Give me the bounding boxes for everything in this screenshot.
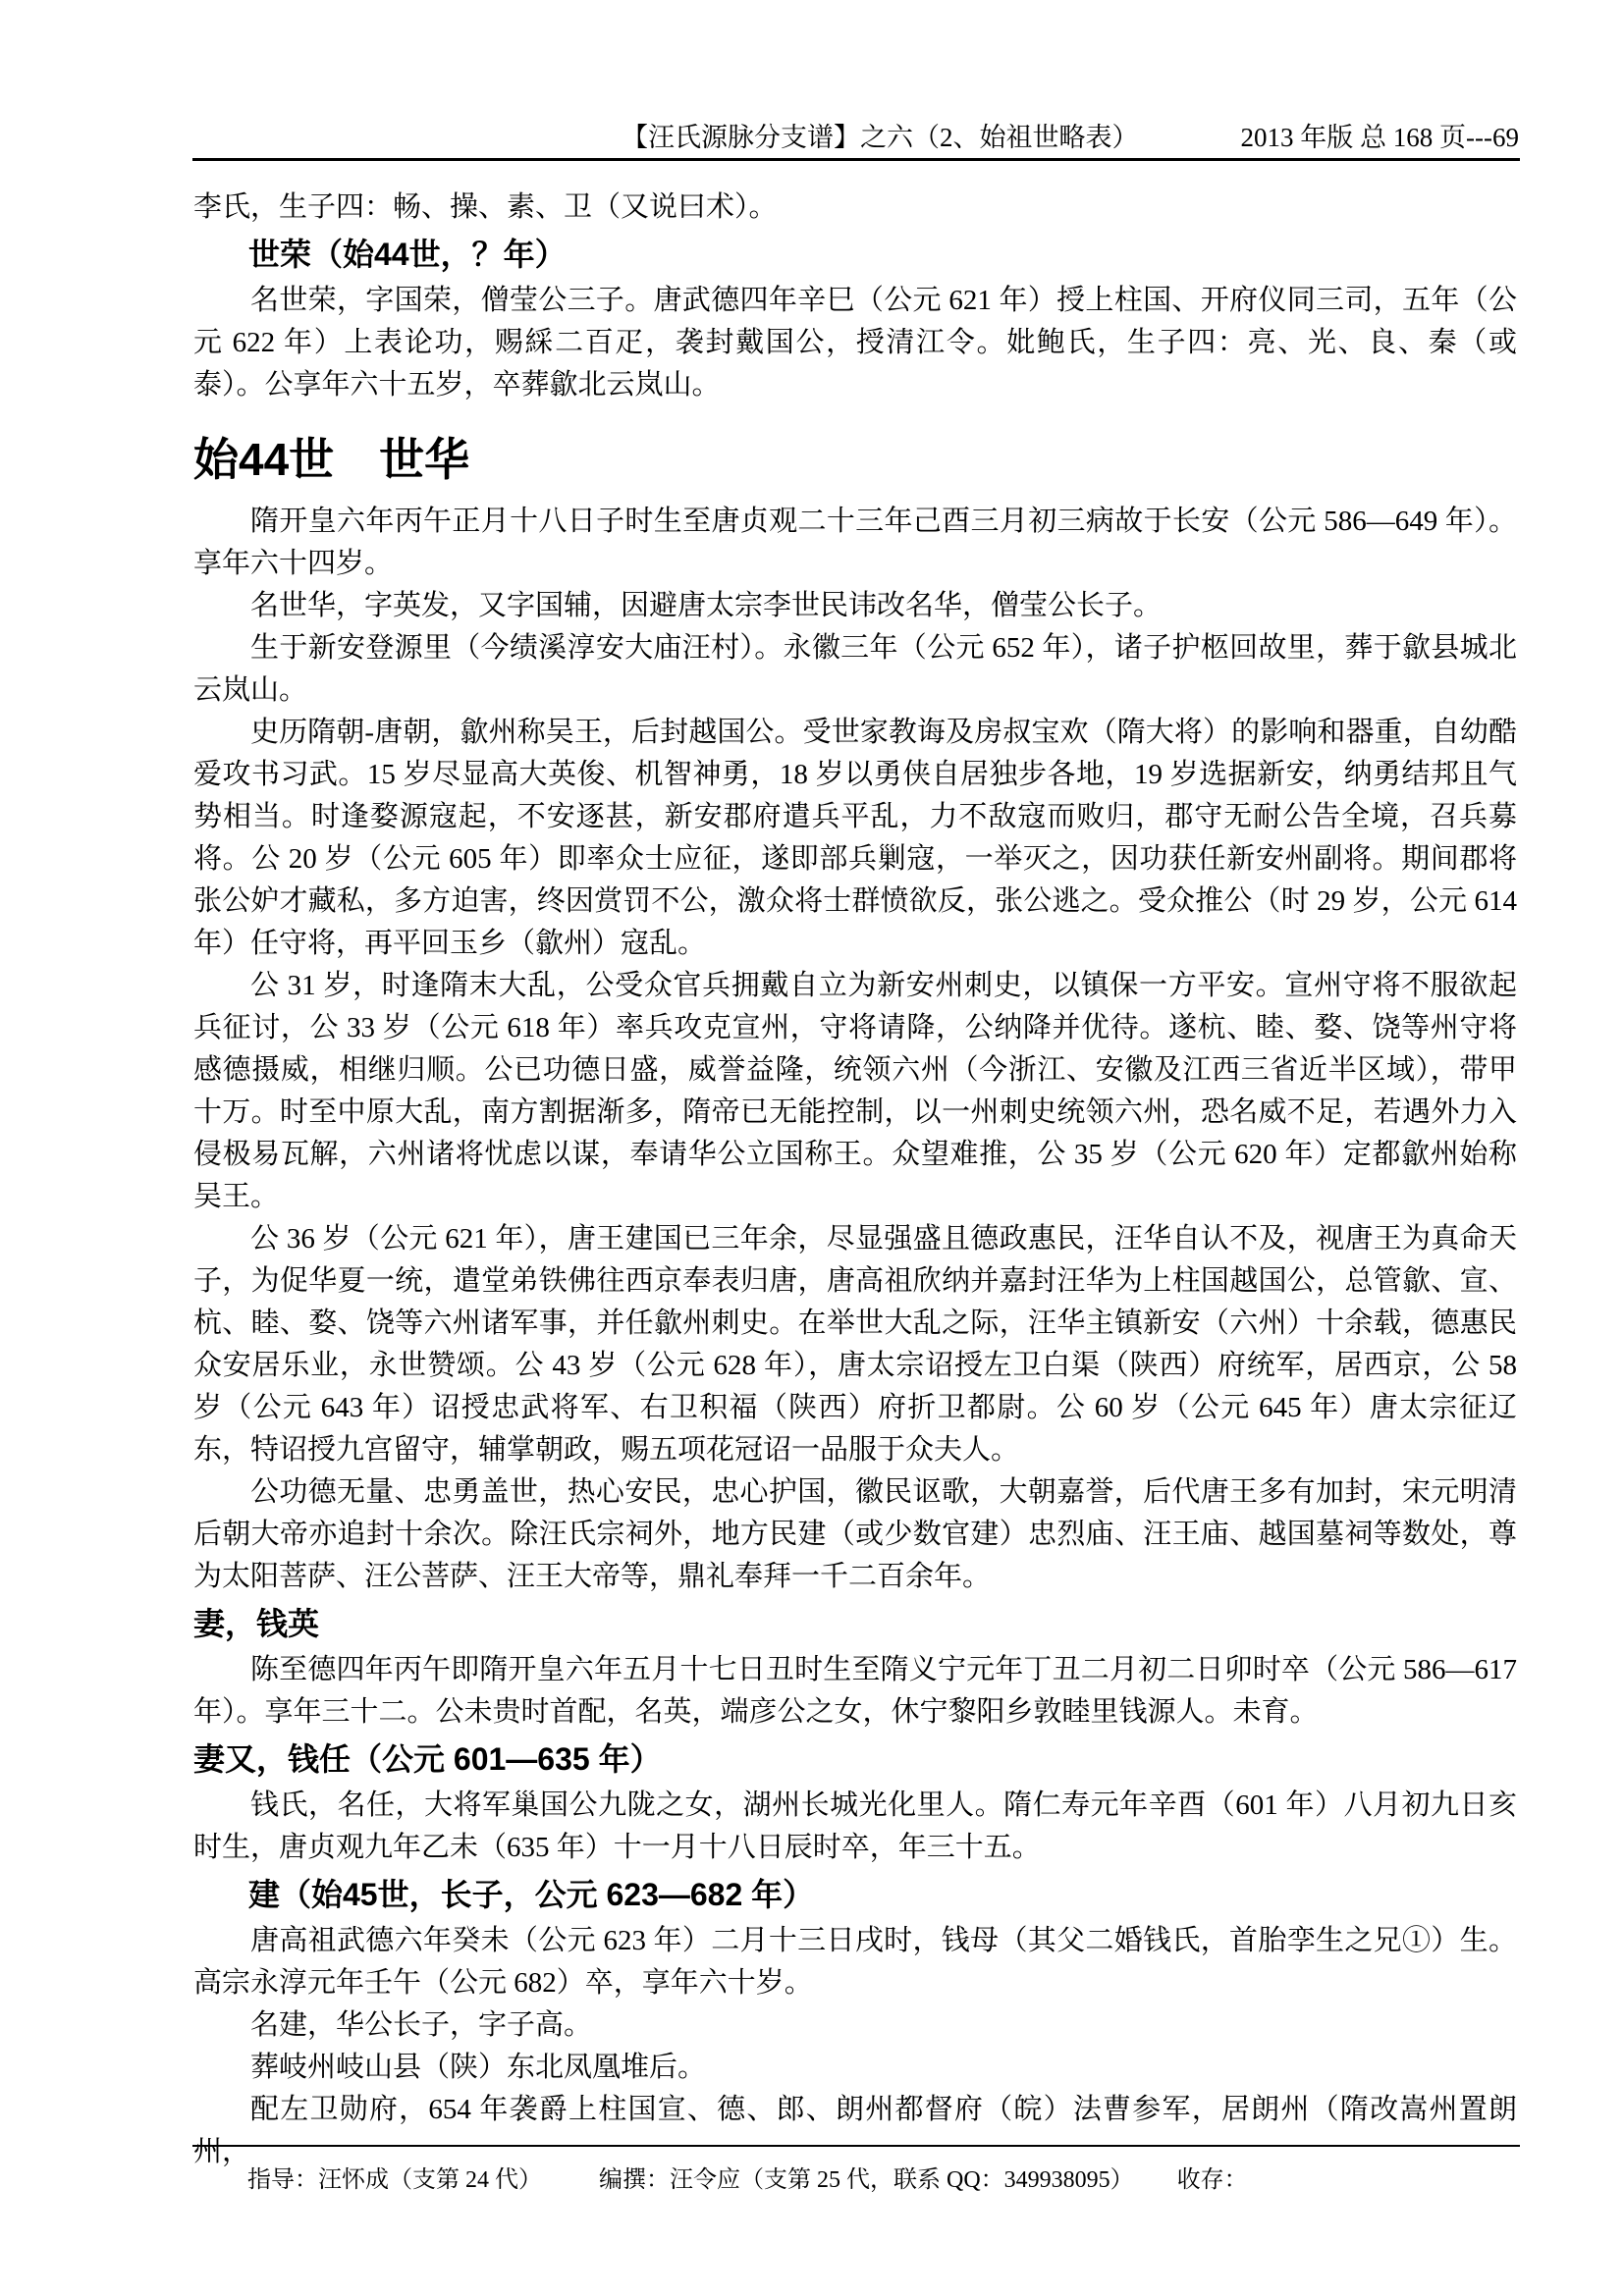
header-divider-line bbox=[192, 158, 1520, 161]
paragraph-jian-burial: 葬岐州岐山县（陕）东北凤凰堆后。 bbox=[250, 2052, 707, 2083]
paragraph-jian-names: 名建，华公长子，字子高。 bbox=[250, 2009, 593, 2041]
footer-editor: 编撰：汪令应（支第 25 代，联系 QQ：349938095） bbox=[599, 2167, 1134, 2193]
page-header bbox=[193, 116, 1519, 154]
heading-wife-qianren: 妻又，钱任（公元 601—635 年） bbox=[193, 1741, 662, 1777]
paragraph-shihua-submit-tang: 公 36 岁（公元 621 年），唐王建国已三年余，尽显强盛且德政惠民，汪华自认不及，视唐王为真命天子，为促华夏一统，遣堂弟铁佛往西京奉表归唐，唐高祖欣纳并嘉封汪华为上柱国越国公，总管歙、宣、杭、睦、婺、饶等六州诸军事，并任歙州刺史。在举世大乱之际，汪华主镇新安（六州）十余载，德惠民众安居乐业，永世赞颂。公 43 岁（公元 628 年），唐太宗诏授左卫白渠（陕西）府统军，居西京，公 58 岁（公元 643 年）诏授忠武将军、右卫积福（陕西）府折卫都尉。公 60 岁（公元 645 年）唐太宗征辽东，特诏授九宫留守，辅掌朝政，赐五项花冠诏一品服于众夫人。 bbox=[193, 1223, 1517, 1466]
header-edition-page-number: 2013 年版 总 168 页---69 bbox=[1240, 123, 1519, 152]
page-footer bbox=[247, 2160, 1520, 2194]
heading-shirong: 世荣（始44世，？年） bbox=[248, 237, 567, 272]
paragraph-shirong-bio: 名世荣，字国荣，僧莹公三子。唐武德四年辛巳（公元 621 年）授上柱国、开府仪同三司，五年（公元 622 年）上表论功，赐綵二百疋，袭封戴国公，授清江令。妣鲍氏，生子四：亮、光、良、秦（或泰）。公享年六十五岁，卒葬歙北云岚山。 bbox=[193, 285, 1517, 400]
paragraph-shihua-names: 名世华，字英发，又字国辅，因避唐太宗李世民讳改名华，僧莹公长子。 bbox=[250, 590, 1163, 621]
paragraph-qianying-bio: 陈至德四年丙午即隋开皇六年五月十七日丑时生至隋义宁元年丁丑二月初二日卯时卒（公元 586—617 年）。享年三十二。公未贵时首配，名英，端彦公之女，休宁黎阳乡敦睦里钱源人。未育。 bbox=[193, 1654, 1517, 1728]
paragraph-shihua-legacy: 公功德无量、忠勇盖世，热心安民，忠心护国，徽民讴歌，大朝嘉誉，后代唐王多有加封，宋元明清后朝大帝亦追封十余次。除汪氏宗祠外，地方民建（或少数官建）忠烈庙、汪王庙、越国墓祠等数处，尊为太阳菩萨、汪公菩萨、汪王大帝等，鼎礼奉拜一千二百余年。 bbox=[193, 1476, 1517, 1592]
paragraph-shihua-birthplace: 生于新安登源里（今绩溪淳安大庙汪村）。永徽三年（公元 652 年），诸子护柩回故里，葬于歙县城北云岚山。 bbox=[193, 632, 1517, 706]
footer-keeper: 收存： bbox=[1176, 2167, 1248, 2193]
heading-wife-qianying: 妻，钱英 bbox=[193, 1606, 320, 1641]
continuation-paragraph: 李氏，生子四：畅、操、素、卫（又说曰术）。 bbox=[193, 191, 778, 223]
paragraph-shihua-dates: 隋开皇六年丙午正月十八日子时生至唐贞观二十三年己酉三月初三病故于长安（公元 586—649 年）。享年六十四岁。 bbox=[193, 506, 1517, 579]
header-title: 【汪氏源脉分支谱】之六（2、始祖世略表） bbox=[622, 123, 1139, 152]
heading-son-jian: 建（始45世，长子，公元 623—682 年） bbox=[248, 1877, 815, 1912]
paragraph-jian-career: 配左卫勋府，654 年袭爵上柱国宣、德、郎、朗州都督府（皖）法曹参军，居朗州（隋改嵩州置朗州， bbox=[193, 2094, 1517, 2167]
paragraph-qianren-bio: 钱氏，名任，大将军巢国公九陇之女，湖州长城光化里人。隋仁寿元年辛酉（601 年）八月初九日亥时生，唐贞观九年乙未（635 年）十一月十八日辰时卒，年三十五。 bbox=[193, 1789, 1517, 1863]
paragraph-shihua-six-states: 公 31 岁，时逢隋末大乱，公受众官兵拥戴自立为新安州刺史，以镇保一方平安。宣州守将不服欲起兵征讨，公 33 岁（公元 618 年）率兵攻克宣州，守将请降，公纳降并优待。遂杭、睦、婺、饶等州守将感德摄威，相继归顺。公已功德日盛，威誉益隆，统领六州（今浙江、安徽及江西三省近半区域），带甲十万。时至中原大乱，南方割据渐多，隋帝已无能控制，以一州刺史统领六州，恐名威不足，若遇外力入侵极易瓦解，六州诸将忧虑以谋，奉请华公立国称王。众望难推，公 35 岁（公元 620 年）定都歙州始称吴王。 bbox=[193, 970, 1517, 1212]
document-body bbox=[193, 187, 1517, 2173]
footer-director: 指导：汪怀成（支第 24 代） bbox=[247, 2167, 542, 2193]
paragraph-shihua-early-life: 史历隋朝-唐朝，歙州称吴王，后封越国公。受世家教诲及房叔宝欢（隋大将）的影响和器重，自幼酷爱攻书习武。15 岁尽显高大英俊、机智神勇，18 岁以勇侠自居独步各地，19 岁选据新安，纳勇结邦且气势相当。时逢婺源寇起，不安逐甚，新安郡府遣兵平乱，力不敌寇而败归，郡守无耐公告全境，召兵募将。公 20 岁（公元 605 年）即率众士应征，遂即部兵剿寇，一举灭之，因功获任新安州副将。期间郡将张公妒才藏私，多方迫害，终因赏罚不公，激众将士群愤欲反，张公逃之。受众推公（时 29 岁，公元 614 年）任守将，再平回玉乡（歙州）寇乱。 bbox=[193, 717, 1517, 959]
paragraph-jian-dates: 唐高祖武德六年癸未（公元 623 年）二月十三日戌时，钱母（其父二婚钱氏，首胎孪生之兄①）生。高宗永淳元年壬午（公元 682）卒，享年六十岁。 bbox=[193, 1925, 1517, 1999]
heading-generation-44-shihua: 始44世 世华 bbox=[193, 434, 470, 485]
footer-divider-line bbox=[192, 2145, 1520, 2147]
